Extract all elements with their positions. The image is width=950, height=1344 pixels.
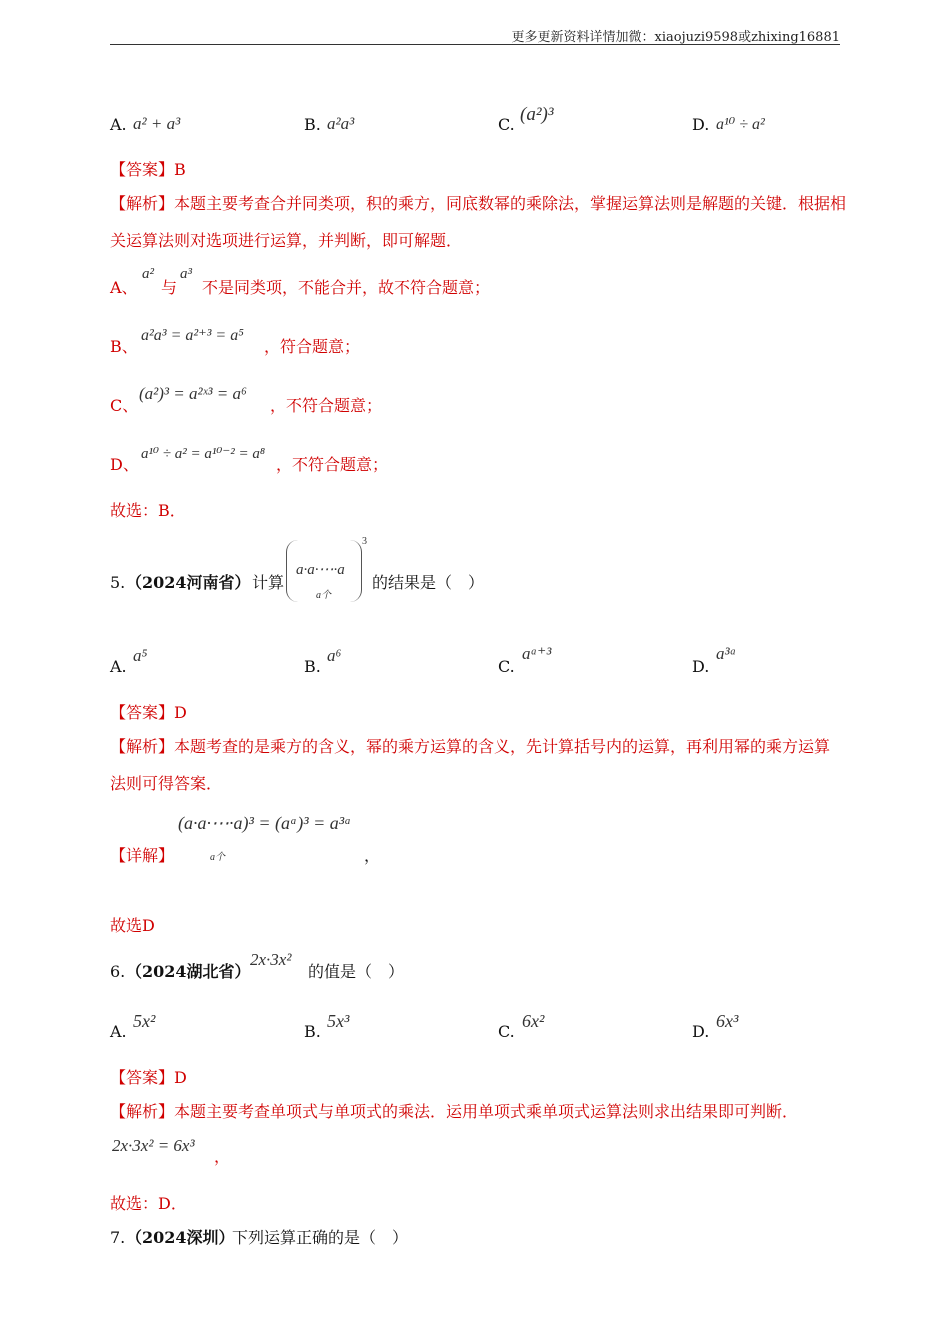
q4-option-d-expr: a¹⁰ ÷ a² <box>716 116 765 133</box>
q5-source: （2024河南省） <box>126 573 251 592</box>
q4-choice: 故选：B． <box>110 501 186 520</box>
q5-choice: 故选D <box>110 916 155 935</box>
q5-option-a-label: A. <box>110 657 127 676</box>
q4-option-d-label: D. <box>692 115 710 134</box>
q4-option-b-label: B. <box>304 115 321 134</box>
q5-detail-label: 【详解】 <box>110 846 175 865</box>
q4-analysis-line2: 关运算法则对选项进行运算，并判断，即可解题． <box>110 231 463 250</box>
q4-line-c-text: ，不符合题意； <box>270 396 383 415</box>
q6-option-a-expr: 5x² <box>133 1011 156 1031</box>
q6-option-d-expr: 6x³ <box>716 1011 739 1031</box>
q4-line-a-label: A、 <box>110 278 138 297</box>
q4-line-b-text: ，符合题意； <box>264 337 361 356</box>
q6-option-b-expr: 5x³ <box>327 1011 350 1031</box>
q5-stem-expr-under: a个 <box>316 590 331 601</box>
q4-line-c-expr: (a²)³ = a²ˣ³ = a⁶ <box>139 384 247 403</box>
q4-analysis-line1: 【解析】本题主要考查合并同类项，积的乘方，同底数幂的乘除法，掌握运算法则是解题的关键．根据相 <box>110 194 847 213</box>
q6-source: （2024湖北省） <box>126 962 251 981</box>
q5-analysis-line2: 法则可得答案． <box>110 774 223 793</box>
q5-detail-expr: (a·a·⋯·a)³ = (aᵃ)³ = a³ᵃ <box>178 813 352 833</box>
q7-source: （2024深圳） <box>126 1228 235 1247</box>
q5-stem-post: 的结果是（ ） <box>372 573 485 592</box>
q6-choice: 故选：D． <box>110 1194 187 1213</box>
q5-number: 5. <box>110 573 126 592</box>
header-note: 更多更新资料详情加微：xiaojuzi9598或zhixing16881 <box>511 30 840 45</box>
q6-option-a-label: A. <box>110 1022 127 1041</box>
q5-option-a-expr: a⁵ <box>133 646 148 665</box>
q5-stem-pre: 计算 <box>252 573 285 592</box>
q6-answer: 【答案】D <box>110 1068 187 1087</box>
q5-option-d-expr: a³ᵃ <box>716 644 737 663</box>
q6-analysis: 【解析】本题主要考查单项式与单项式的乘法．运用单项式乘单项式运算法则求出结果即可判断． <box>110 1102 799 1121</box>
q6-option-b-label: B. <box>304 1022 321 1041</box>
q5-option-b-expr: a⁶ <box>327 646 342 665</box>
q5-answer: 【答案】D <box>110 703 187 722</box>
q6-stem-expr: 2x·3x² <box>250 950 292 969</box>
q5-analysis-line1: 【解析】本题考查的是乘方的含义，幂的乘方运算的含义，先计算括号内的运算，再利用幂的乘方运算 <box>110 737 831 756</box>
q4-line-d-expr: a¹⁰ ÷ a² = a¹⁰⁻² = a⁸ <box>141 446 266 462</box>
q4-option-a-label: A. <box>110 115 127 134</box>
q6-option-c-expr: 6x² <box>522 1011 545 1031</box>
q4-option-c-expr: (a²)³ <box>520 104 554 125</box>
q6-number: 6. <box>110 962 126 981</box>
q6-calc-comma: ， <box>214 1147 231 1166</box>
header-divider <box>110 44 840 45</box>
q6-option-d-label: D. <box>692 1022 710 1041</box>
q7-number: 7. <box>110 1228 126 1247</box>
q5-option-d-label: D. <box>692 657 710 676</box>
q4-option-a-expr: a² + a³ <box>133 114 181 133</box>
q5-option-b-label: B. <box>304 657 321 676</box>
q5-stem-expr-inner: a·a·⋯·a <box>296 562 345 578</box>
q5-stem-expr-power: 3 <box>362 536 367 547</box>
q6-option-c-label: C. <box>498 1022 515 1041</box>
q5-option-c-label: C. <box>498 657 515 676</box>
q5-detail-under: a个 <box>210 852 225 863</box>
q4-line-d-label: D、 <box>110 455 139 474</box>
q5-option-c-expr: aᵃ⁺³ <box>522 644 552 663</box>
q7-stem: 下列运算正确的是（ ） <box>232 1228 409 1247</box>
q4-line-b-label: B、 <box>110 337 138 356</box>
q4-line-a-expr2: a³ <box>180 266 192 282</box>
q4-option-b-expr: a²a³ <box>327 114 355 133</box>
q4-line-a-mid: 与 <box>161 278 178 297</box>
q4-line-d-text: ，不符合题意； <box>276 455 389 474</box>
q4-line-b-expr: a²a³ = a²⁺³ = a⁵ <box>141 327 244 344</box>
q4-line-a-expr1: a² <box>142 266 154 282</box>
q4-answer: 【答案】B <box>110 160 186 179</box>
q4-option-c-label: C. <box>498 115 515 134</box>
q6-stem-post: 的值是（ ） <box>308 962 405 981</box>
q5-detail-comma: ， <box>364 846 381 865</box>
q4-line-c-label: C、 <box>110 396 139 415</box>
q4-line-a-text: 不是同类项，不能合并，故不符合题意； <box>202 278 491 297</box>
q6-calc: 2x·3x² = 6x³ <box>112 1136 195 1155</box>
